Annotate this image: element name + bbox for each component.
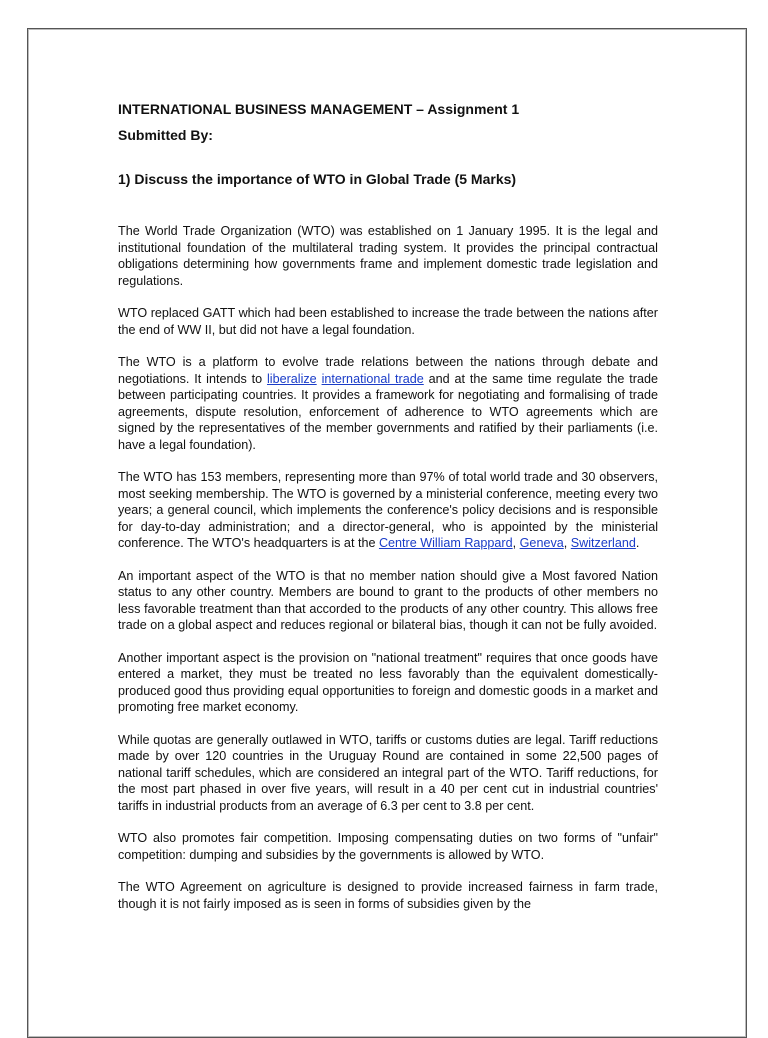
link-liberalize[interactable]: liberalize bbox=[266, 371, 317, 386]
paragraph-fair-competition: WTO also promotes fair competition. Imposing compensating duties on two forms of "unfair" competition: dumping and subsidies by the governments is allowed by WTO. bbox=[118, 831, 658, 862]
paragraph-gatt: WTO replaced GATT which had been established to increase the trade between the nations after the end of WW II, but did not have a legal foundation. bbox=[118, 306, 658, 337]
paragraph-mfn: An important aspect of the WTO is that no member nation should give a Most favored Nation status to any other country. Members are bound to grant to the products of other members no less favorable treatment than that accorded to the products of any other country. This allows free trade on a global aspect and reduces regional or bilateral bias, though it can not be fully avoided. bbox=[118, 568, 658, 632]
link-centre-william-rappard[interactable]: Centre William Rappard bbox=[378, 536, 513, 550]
paragraph-platform: The WTO is a platform to evolve trade relations between the nations through debate and negotiations. It intends to liberalize international trade and at the same time regulate the trade between participating countries. It provides a framework for negotiating and formalising of trade agreements, dispute resolution, enforcement of adherence to WTO agreements which are signed by the representatives of the member governments and ratified by their parliaments (i.e. have a legal foundation). bbox=[118, 355, 658, 452]
paragraph-wto-establishment: The World Trade Organization (WTO) was established on 1 January 1995. It is the legal and institutional foundation of the multilateral trading system. It provides the principal contractual obligations determining how governments frame and implement domestic trade legislation and regulations. bbox=[118, 224, 658, 288]
paragraph-tariffs: While quotas are generally outlawed in WTO, tariffs or customs duties are legal. Tariff reductions made by over 120 countries in the Uruguay Round are contained in some 22,500 pages of national tariff schedules, which are considered an integral part of the WTO. Tariff reductions, for the most part phased in over five years, will result in a 40 per cent cut in industrial countries' tariffs in industrial products from an average of 6.3 per cent to 3.8 per cent. bbox=[118, 732, 658, 813]
document-body bbox=[118, 101, 658, 928]
paragraph-agriculture: The WTO Agreement on agriculture is designed to provide increased fairness in farm trade, though it is not fairly imposed as is seen in forms of subsidies given by the bbox=[118, 880, 658, 911]
paragraph-national-treatment: Another important aspect is the provision on "national treatment" requires that once goods have entered a market, they must be treated no less favorably than the equivalent domestically-produced good thus providing equal opportunities to foreign and domestic goods in a market and promoting free market economy. bbox=[118, 650, 658, 714]
document-title: INTERNATIONAL BUSINESS MANAGEMENT – Assignment 1 bbox=[118, 101, 520, 117]
link-international-trade[interactable]: international trade bbox=[321, 371, 424, 386]
question-heading: 1) Discuss the importance of WTO in Global Trade (5 Marks) bbox=[118, 171, 517, 187]
paragraph-members: The WTO has 153 members, representing more than 97% of total world trade and 30 observers, most seeking membership. The WTO is governed by a ministerial conference, meeting every two years; a general council, which implements the conference's policy decisions and is responsible for day-to-day administration; and a director-general, who is appointed by the ministerial conference. The WTO's headquarters is at the Centre William Rappard, Geneva, Switzerland. bbox=[118, 470, 658, 550]
link-switzerland[interactable]: Switzerland bbox=[570, 536, 636, 550]
link-geneva[interactable]: Geneva bbox=[519, 536, 564, 550]
submitted-by-label: Submitted By: bbox=[118, 127, 213, 143]
document-page bbox=[27, 28, 747, 1038]
